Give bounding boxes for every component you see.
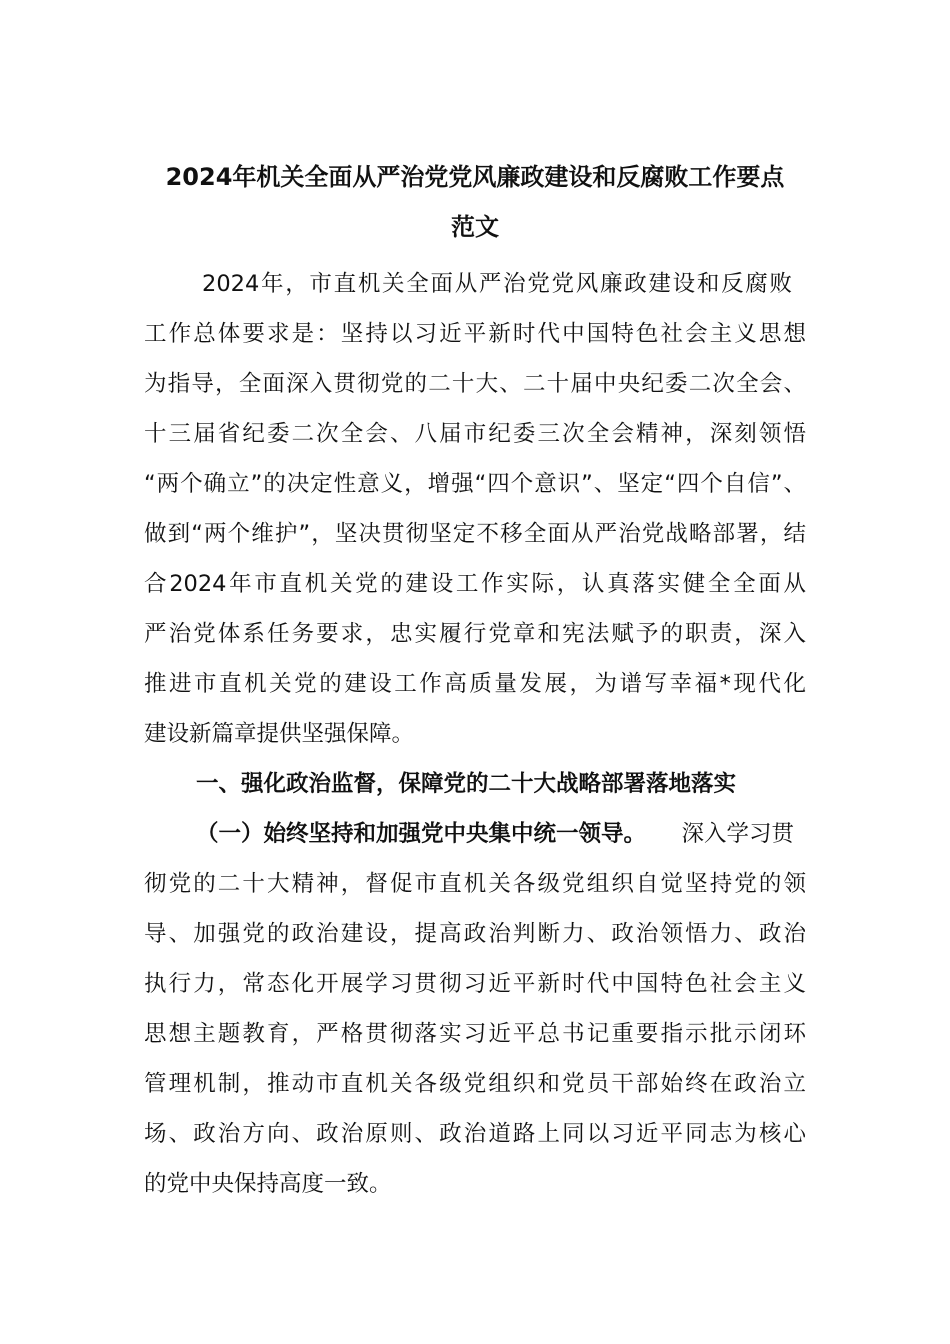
intro-paragraph-line: 做到“两个维护”，坚决贯彻坚定不移全面从严治党战略部署，结 [144,521,806,547]
subsection-1-first-line [196,819,794,849]
section-1-heading: 一、强化政治监督，保障党的二十大战略部署落地落实 [196,771,737,797]
subsection-1-line: 导、加强党的政治建设，提高政治判断力、政治领悟力、政治 [144,921,806,947]
intro-paragraph-line: 合2024年市直机关党的建设工作实际，认真落实健全全面从 [144,571,806,597]
subsection-1-line: 管理机制，推动市直机关各级党组织和党员干部始终在政治立 [144,1071,806,1097]
intro-paragraph-line: 2024年，市直机关全面从严治党党风廉政建设和反腐败 [202,271,792,297]
subsection-1-line: 执行力，常态化开展学习贯彻习近平新时代中国特色社会主义 [144,971,806,997]
subsection-1-first-line-text: 深入学习贯 [681,821,794,847]
document-title-line-1: 2024年机关全面从严治党党风廉政建设和反腐败工作要点 [165,163,785,191]
intro-paragraph-line: 推进市直机关党的建设工作高质量发展，为谱写幸福*现代化 [144,671,806,697]
intro-paragraph-line: 为指导，全面深入贯彻党的二十大、二十届中央纪委二次全会、 [144,371,806,397]
intro-paragraph-line: 建设新篇章提供坚强保障。 [144,721,415,747]
subsection-1-line: 场、政治方向、政治原则、政治道路上同以习近平同志为核心 [144,1121,806,1147]
subsection-1-line: 思想主题教育，严格贯彻落实习近平总书记重要指示批示闭环 [144,1021,806,1047]
intro-paragraph-line: “两个确立”的决定性意义，增强“四个意识”、坚定“四个自信”、 [144,471,806,497]
subsection-1-line: 的党中央保持高度一致。 [144,1171,392,1197]
intro-paragraph-line: 严治党体系任务要求，忠实履行党章和宪法赋予的职责，深入 [144,621,806,647]
document-title-line-2: 范文 [451,213,499,241]
intro-paragraph-line: 工作总体要求是：坚持以习近平新时代中国特色社会主义思想 [144,321,806,347]
subsection-1-line: 彻党的二十大精神，督促市直机关各级党组织自觉坚持党的领 [144,871,806,897]
subsection-1-heading: （一）始终坚持和加强党中央集中统一领导。 [196,821,647,847]
intro-paragraph-line: 十三届省纪委二次全会、八届市纪委三次全会精神，深刻领悟 [144,421,806,447]
